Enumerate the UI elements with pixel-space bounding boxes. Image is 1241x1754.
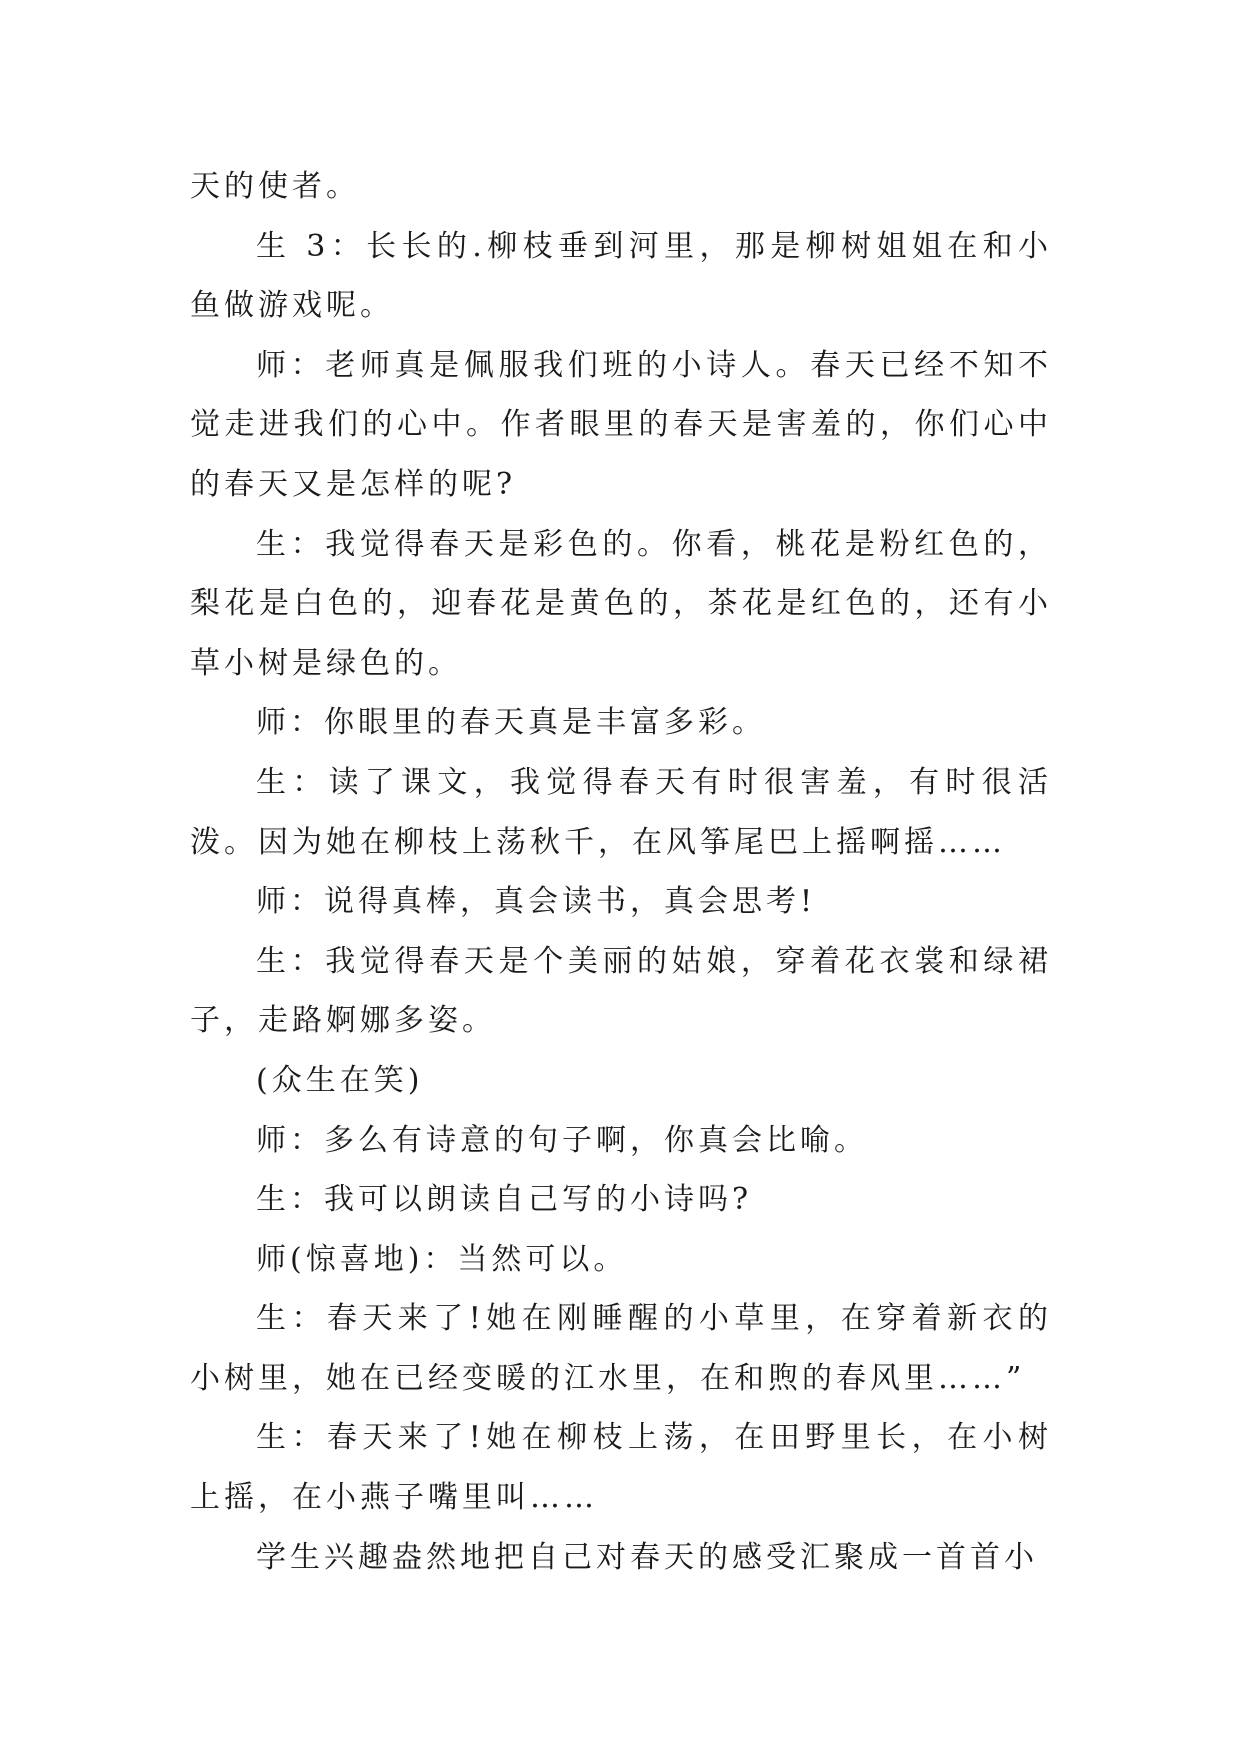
paragraph-student-colorful: 生：我觉得春天是彩色的。你看，桃花是粉红色的，梨花是白色的，迎春花是黄色的，茶花是红色的，还有小草小树是绿色的。 (190, 526, 1052, 681)
document-body (190, 157, 1052, 1587)
paragraph-student-girl: 生：我觉得春天是个美丽的姑娘，穿着花衣裳和绿裙子，走路婀娜多姿。 (190, 943, 1052, 1039)
paragraph-continuation: 天的使者。 (190, 169, 360, 204)
paragraph-summary: 学生兴趣盎然地把自己对春天的感受汇聚成一首首小 (256, 1539, 1038, 1575)
paragraph-student-poem-2: 生：春天来了!她在柳枝上荡，在田野里长，在小树上摇，在小燕子嘴里叫…… (190, 1420, 1052, 1516)
paragraph-student-ask-poem: 生：我可以朗读自己写的小诗吗? (256, 1182, 753, 1218)
paragraph-student-3: 生 3：长长的.柳枝垂到河里，那是柳树姐姐在和小鱼做游戏呢。 (190, 228, 1052, 324)
paragraph-teacher-surprised: 师(惊喜地)：当然可以。 (256, 1241, 628, 1277)
paragraph-student-poem-1: 生：春天来了!她在刚睡醒的小草里，在穿着新衣的小树里，她在已经变暖的江水里，在和煦的春风里……” (190, 1301, 1052, 1396)
paragraph-student-shy: 生：读了课文，我觉得春天有时很害羞，有时很活泼。因为她在柳枝上荡秋千，在风筝尾巴上摇啊摇…… (190, 764, 1052, 860)
paragraph-teacher-reading: 师：说得真棒，真会读书，真会思考! (256, 884, 817, 920)
paragraph-class-laughing: (众生在笑) (256, 1062, 424, 1098)
paragraph-teacher-praise: 师：老师真是佩服我们班的小诗人。春天已经不知不觉走进我们的心中。作者眼里的春天是害羞的，你们心中的春天又是怎样的呢? (190, 347, 1052, 502)
paragraph-teacher-metaphor: 师：多么有诗意的句子啊，你真会比喻。 (256, 1122, 868, 1158)
paragraph-teacher-colorful: 师：你眼里的春天真是丰富多彩。 (256, 705, 766, 741)
